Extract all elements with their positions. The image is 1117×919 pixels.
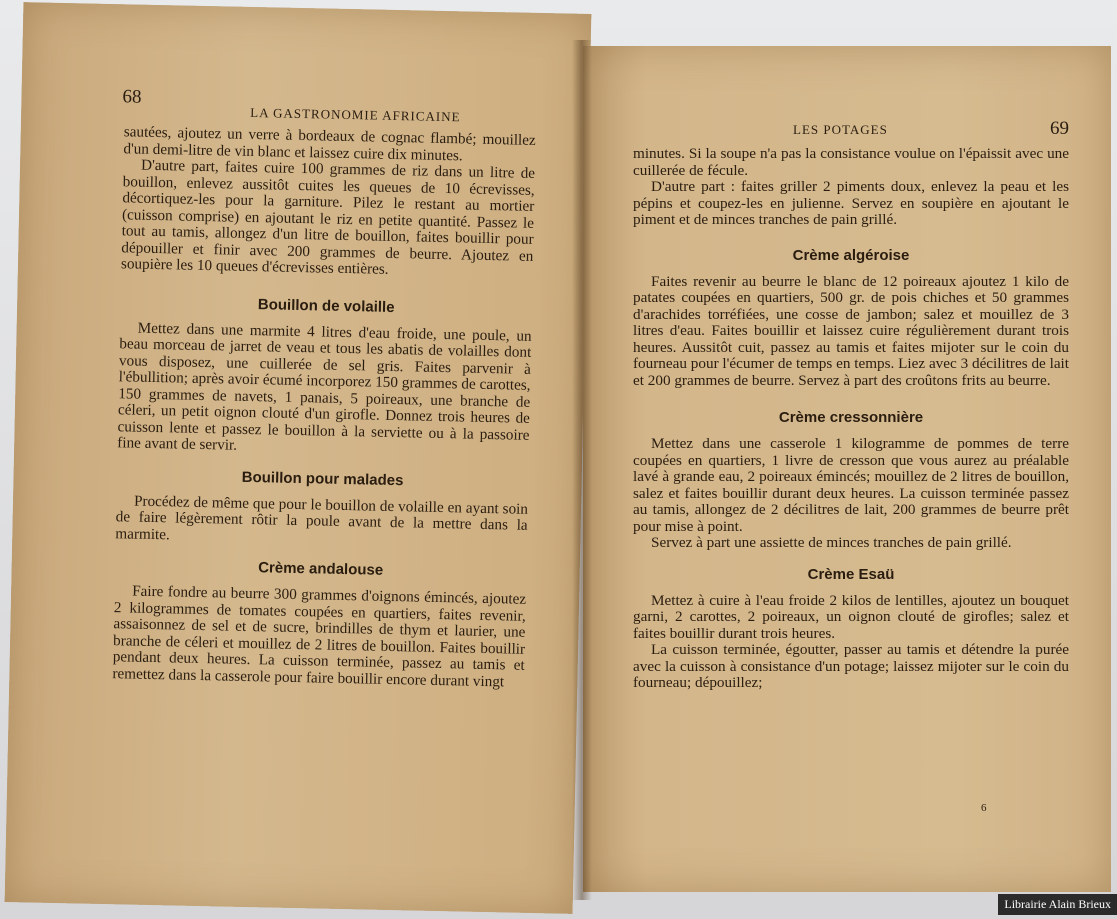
recipe-text-bouillon-volaille: Mettez dans une marmite 4 litres d'eau froide, une poule, un beau morceau de jarret de veau et tous les abatis de volailles dont vous disposez, une cuillerée de sel gris. Faites parvenir à l'ébullition; après avoir écumé incorporez 150 grammes de carottes, 150 grammes de navets, 1 panais, 5 poireaux, une branche de céleri, un petit oignon clouté d'un girofle. Donnez trois heures de cuisson lente et passez le bouillon à la serviette ou à la passoire fine avant de servir. [117, 319, 532, 454]
recipe-title-creme-esau: Crème Esaü [807, 565, 895, 583]
recipe-text-creme-andalouse: Faire fondre au beurre 300 grammes d'oignons émincés, ajoutez 2 kilogrammes de tomates coupées en quartiers, faites revenir, assaisonnez de sel et de sucre, brindilles de thym et laurier, une branche de céleri et mouillez de 2 litres de bouillon. Faites bouillir pendant deux heures. La cuisson terminée, passez au tamis et remettez dans la casserole pour faire bouillir encore durant vingt [112, 582, 527, 690]
right-page [583, 46, 1111, 892]
watermark-label: Librairie Alain Brieux [998, 894, 1117, 915]
right-page-content [633, 118, 1069, 692]
recipe-title-creme-andalouse: Crème andalouse [257, 559, 384, 579]
recipe-title-creme-cressonniere: Crème cressonnière [778, 409, 924, 426]
left-page [5, 2, 592, 914]
left-intro-paragraph-2: D'autre part, faites cuire 100 grammes de riz dans un litre de bouillon, enlevez aussitôt cuites les queues de 10 écrevisses, décortiquez-les pour la garniture. Pilez le restant au mortier (cuisson comprise) en ajoutant le riz en petite quantité. Passez le tout au tamis, allongez d'un litre de bouillon, faites bouillir pour dépouiller et finir avec 200 grammes de beurre. Ajoutez en soupière les 10 queues d'écrevisses entières. [120, 156, 536, 278]
right-intro-paragraph-1: minutes. Si la soupe n'a pas la consistance voulue on l'épaissit avec une cuillerée de fécule. [633, 145, 1069, 179]
recipe-title-bouillon-malades: Bouillon pour malades [241, 468, 404, 489]
right-running-head: LES POTAGES [793, 122, 888, 137]
recipe-text-creme-algeroise: Faites revenir au beurre le blanc de 12 poireaux ajoutez 1 kilo de patates coupées en quartiers, 500 gr. de pois chiches et 50 grammes d'arachides torréfiées, une cosse de jambon; salez et mouillez de 3 litres d'eau. Faites bouillir et laissez cuire régulièrement durant trois heures. Aussitôt cuit, passez au tamis et faites mijoter sur le coin du fourneau pour l'écumer de temps en temps. Liez avec 3 décilitres de lait et 200 grammes de beurre. Servez à part des croûtons frits au beurre. [633, 272, 1069, 389]
recipe-title-creme-algeroise: Crème algéroise [792, 246, 910, 264]
recipe-text-creme-cressonniere-2: Servez à part une assiette de minces tranches de pain grillé. [651, 534, 1012, 551]
recipe-text-bouillon-malades: Procédez de même que pour le bouillon de volaille en ayant soin de faire légèrement rôtir la poule avant de la mettre dans la marmite. [115, 492, 529, 543]
recipe-text-creme-esau-2: La cuisson terminée, égoutter, passer au tamis et détendre la purée avec la cuisson à consistance d'un potage; laissez mijoter sur le coin du fourneau; dépouillez; [633, 641, 1069, 691]
recipe-text-creme-esau-1: Mettez à cuire à l'eau froide 2 kilos de lentilles, ajoutez un bouquet garni, 2 carottes, 2 poireaux, un oignon clouté de girofles; salez et faites bouillir durant trois heures. [633, 591, 1069, 642]
right-page-number: 69 [1050, 118, 1069, 139]
left-running-head: LA GASTRONOMIE AFRICAINE [250, 104, 461, 125]
book-gutter-shadow [572, 40, 592, 900]
right-intro-paragraph-2: D'autre part : faites griller 2 piments doux, enlevez la peau et les pépins et coupez-les en julienne. Servez en soupière en ajoutant le piment et de minces tranches de pain grillé. [633, 178, 1069, 228]
recipe-text-creme-cressonniere-1: Mettez dans une casserole 1 kilogramme de pommes de terre coupées en quartiers, 1 livre de cresson que vous aurez au préalable lavé à grande eau, 2 poireaux émincés; mouillez de 2 litres de bouillon, salez et faites bouillir durant deux heures. La cuisson terminée passez au tamis, allongez de 2 décilitres de lait, 200 grammes de beurre prêt pour mise à point. [633, 435, 1069, 535]
signature-mark: 6 [981, 802, 987, 814]
left-intro-paragraph-1: sautées, ajoutez un verre à bordeaux de cognac flambé; mouillez d'un demi-litre de vin blanc et laissez cuire dix minutes. [123, 123, 536, 164]
left-page-number: 68 [122, 86, 142, 108]
left-page-content [112, 86, 536, 690]
recipe-title-bouillon-volaille: Bouillon de volaille [257, 295, 395, 316]
right-page-header [633, 118, 1069, 146]
